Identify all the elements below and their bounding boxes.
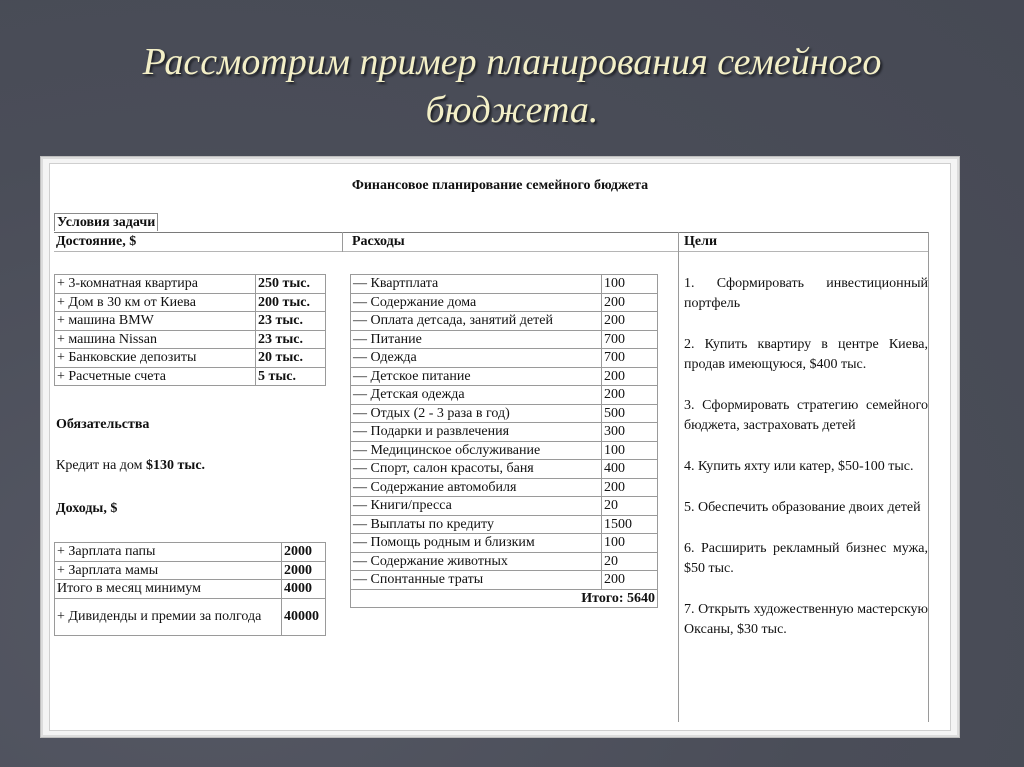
- income-label: + Зарплата мамы: [55, 561, 282, 580]
- document-title: Финансовое планирование семейного бюджета: [351, 178, 649, 193]
- expense-row: [351, 497, 658, 516]
- expense-value: 100: [602, 534, 658, 553]
- income-value: 2000: [282, 543, 326, 562]
- income-header: Доходы, $: [56, 501, 118, 516]
- expense-value: 100: [602, 275, 658, 294]
- income-row: [55, 580, 326, 599]
- expense-total: Итого: 5640: [351, 589, 658, 608]
- income-label: Итого в месяц минимум: [55, 580, 282, 599]
- expense-row: [351, 552, 658, 571]
- income-table: [54, 542, 326, 636]
- assets-row: [55, 330, 326, 349]
- expense-label: — Выплаты по кредиту: [351, 515, 602, 534]
- expense-row: [351, 441, 658, 460]
- expense-label: — Содержание дома: [351, 293, 602, 312]
- expense-row: [351, 423, 658, 442]
- expense-label: — Квартплата: [351, 275, 602, 294]
- assets-row: [55, 367, 326, 386]
- expense-label: — Медицинское обслуживание: [351, 441, 602, 460]
- slide-title: [60, 38, 964, 134]
- goals-list: [684, 274, 928, 640]
- asset-label: + Дом в 30 км от Киева: [55, 293, 256, 312]
- expense-value: 100: [602, 441, 658, 460]
- goals-header: Цели: [684, 234, 718, 249]
- asset-value: 23 тыс.: [256, 312, 326, 331]
- asset-value: 23 тыс.: [256, 330, 326, 349]
- expense-label: — Книги/пресса: [351, 497, 602, 516]
- expense-label: — Детская одежда: [351, 386, 602, 405]
- expense-value: 400: [602, 460, 658, 479]
- expense-row: [351, 460, 658, 479]
- expense-value: 500: [602, 404, 658, 423]
- expense-value: 1500: [602, 515, 658, 534]
- conditions-label: Условия задачи: [54, 213, 158, 231]
- expense-label: — Подарки и развлечения: [351, 423, 602, 442]
- goal-item: 4. Купить яхту или катер, $50-100 тыс.: [684, 459, 914, 474]
- expense-value: 200: [602, 571, 658, 590]
- asset-value: 200 тыс.: [256, 293, 326, 312]
- assets-row: [55, 293, 326, 312]
- income-row: [55, 543, 326, 562]
- column-divider-2: [678, 232, 679, 722]
- assets-header: Достояние, $: [56, 234, 137, 249]
- expense-row: [351, 515, 658, 534]
- expense-label: — Помощь родным и близким: [351, 534, 602, 553]
- expense-label: — Отдых (2 - 3 раза в год): [351, 404, 602, 423]
- asset-label: + Расчетные счета: [55, 367, 256, 386]
- income-label: + Зарплата папы: [55, 543, 282, 562]
- expense-label: — Питание: [351, 330, 602, 349]
- liabilities-amount: $130 тыс.: [146, 458, 206, 473]
- expense-row: [351, 367, 658, 386]
- expense-value: 200: [602, 312, 658, 331]
- document-image: [40, 156, 960, 738]
- income-row: [55, 598, 326, 635]
- expense-label: — Содержание животных: [351, 552, 602, 571]
- column-divider-1: [342, 232, 343, 252]
- expense-value: 200: [602, 293, 658, 312]
- income-row: [55, 561, 326, 580]
- expense-row: [351, 349, 658, 368]
- assets-table: [54, 274, 326, 386]
- goal-item: 6. Расширить рекламный бизнес мужа, $50 тыс.: [684, 541, 928, 576]
- asset-value: 5 тыс.: [256, 367, 326, 386]
- assets-row: [55, 312, 326, 331]
- expense-row: [351, 404, 658, 423]
- expense-label: — Оплата детсада, занятий детей: [351, 312, 602, 331]
- liabilities-text: [56, 458, 205, 474]
- expense-row: [351, 293, 658, 312]
- asset-label: + Банковские депозиты: [55, 349, 256, 368]
- budget-document: [49, 163, 951, 731]
- asset-value: 250 тыс.: [256, 275, 326, 294]
- slide-title-line-2: бюджета.: [425, 89, 599, 131]
- goal-item: 7. Открыть художественную мастерскую Оксаны, $30 тыс.: [684, 602, 928, 637]
- expense-value: 200: [602, 478, 658, 497]
- expense-row: [351, 571, 658, 590]
- expense-label: — Детское питание: [351, 367, 602, 386]
- expense-label: — Одежда: [351, 349, 602, 368]
- income-value: 2000: [282, 561, 326, 580]
- expense-row: [351, 312, 658, 331]
- expense-value: 200: [602, 386, 658, 405]
- goal-item: 1. Сформировать инвестиционный портфель: [684, 276, 928, 311]
- expense-row: [351, 478, 658, 497]
- goal-item: 5. Обеспечить образование двоих детей: [684, 500, 921, 515]
- expense-row: [351, 330, 658, 349]
- asset-label: + машина Nissan: [55, 330, 256, 349]
- asset-label: + машина BMW: [55, 312, 256, 331]
- expense-value: 20: [602, 552, 658, 571]
- expense-value: 700: [602, 330, 658, 349]
- expenses-header: Расходы: [352, 234, 405, 249]
- expense-row: [351, 534, 658, 553]
- expense-label: — Спорт, салон красоты, баня: [351, 460, 602, 479]
- asset-label: + 3-комнатная квартира: [55, 275, 256, 294]
- slide-title-line-1: Рассмотрим пример планирования семейного: [142, 41, 882, 83]
- column-divider-3: [928, 232, 929, 722]
- income-label: + Дивиденды и премии за полгода: [55, 598, 282, 635]
- expenses-table: [350, 274, 658, 608]
- column-header-bar: [54, 232, 928, 252]
- expense-value: 20: [602, 497, 658, 516]
- income-value: 4000: [282, 580, 326, 599]
- goal-item: 2. Купить квартиру в центре Киева, продав имеющуюся, $400 тыс.: [684, 337, 928, 372]
- expense-value: 200: [602, 367, 658, 386]
- goal-item: 3. Сформировать стратегию семейного бюджета, застраховать детей: [684, 398, 928, 433]
- expense-row: [351, 275, 658, 294]
- expense-value: 700: [602, 349, 658, 368]
- income-value: 40000: [282, 598, 326, 635]
- expense-label: — Содержание автомобиля: [351, 478, 602, 497]
- assets-row: [55, 275, 326, 294]
- expense-value: 300: [602, 423, 658, 442]
- liabilities-label: Кредит на дом: [56, 458, 147, 473]
- expense-total-row: [351, 589, 658, 608]
- asset-value: 20 тыс.: [256, 349, 326, 368]
- expense-label: — Спонтанные траты: [351, 571, 602, 590]
- assets-row: [55, 349, 326, 368]
- expense-row: [351, 386, 658, 405]
- liabilities-header: Обязательства: [56, 417, 150, 432]
